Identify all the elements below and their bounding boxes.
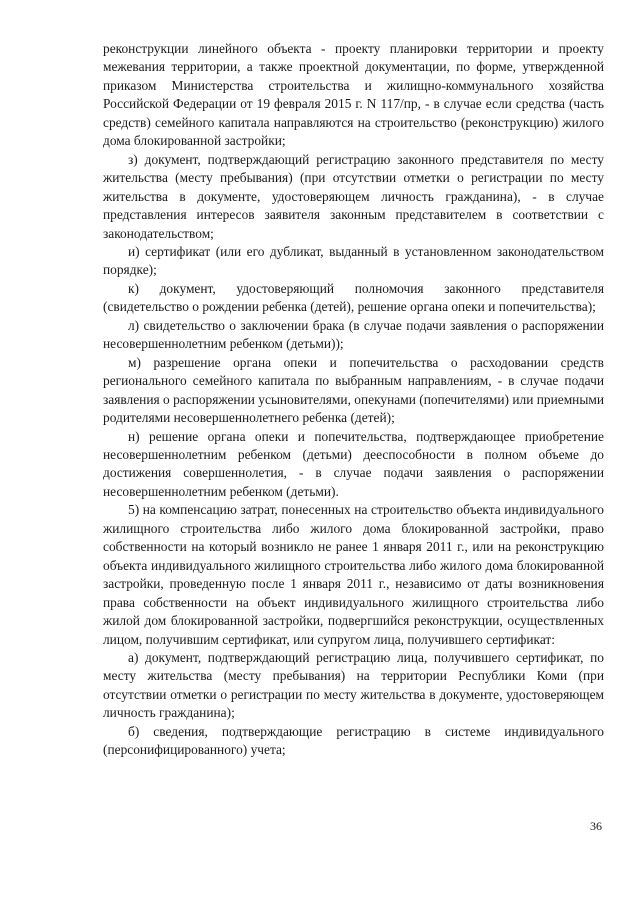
paragraph-item-k: к) документ, удостоверяющий полномочия законного представителя (свидетельство о рождении ребенка (детей), решение органа опеки и попечительства);	[103, 280, 604, 315]
paragraph-item-z: з) документ, подтверждающий регистрацию законного представителя по месту жительства (месту пребывания) (при отсутствии отметки о регистрации по месту жительства в документе, удостоверяющем личность гражданина), - в случае представления интересов заявителя законным представителем в соответствии с законодательством;	[103, 151, 604, 241]
page-number: 36	[590, 819, 602, 833]
paragraph-item-i: и) сертификат (или его дубликат, выданный в установленном законодательством порядке);	[103, 243, 604, 278]
paragraph-continuation: реконструкции линейного объекта - проекту планировки территории и проекту межевания территории, а также проектной документации, по форме, утвержденной приказом Министерства строительства и жилищно-коммунального хозяйства Российской Федерации от 19 февраля 2015 г. N 117/пр, - в случае если средства (часть средств) семейного капитала направляются на строительство (реконструкцию) жилого дома блокированной застройки;	[103, 41, 604, 149]
paragraph-item-m: м) разрешение органа опеки и попечительства о расходовании средств регионального семейного капитала по выбранным направлениям, - в случае подачи заявления о распоряжении усыновителями, опекунами (попечителями) или приемными родителями несовершеннолетнего ребенка (детей);	[103, 354, 604, 426]
paragraph-section-5: 5) на компенсацию затрат, понесенных на строительство объекта индивидуального жилищного строительства либо жилого дома блокированной застройки, право собственности на который возникло не ранее 1 января 2011 г., или на реконструкцию объекта индивидуального жилищного строительства либо жилого дома блокированной застройки, проведенную после 1 января 2011 г., независимо от даты возникновения права собственности на объект индивидуального жилищного строительства либо жилой дом блокированной застройки, подвергшийся реконструкции, осуществленных лицом, получившим сертификат, или супругом лица, получившего сертификат:	[103, 502, 604, 647]
paragraph-item-a: а) документ, подтверждающий регистрацию лица, получившего сертификат, по месту жительства (месту пребывания) на территории Республики Коми (при отсутствии отметки о регистрации по месту жительства в документе, удостоверяющем личность гражданина);	[103, 649, 604, 721]
paragraph-item-n: н) решение органа опеки и попечительства, подтверждающее приобретение несовершеннолетним ребенком (детьми) дееспособности в полном объеме до достижения совершеннолетия, - в случае подачи заявления о распоряжении несовершеннолетним ребенком (детьми).	[103, 428, 604, 499]
document-body	[103, 40, 604, 760]
paragraph-item-b: б) сведения, подтверждающие регистрацию в системе индивидуального (персонифицированного) учета;	[103, 723, 604, 758]
paragraph-item-l: л) свидетельство о заключении брака (в случае подачи заявления о распоряжении несовершеннолетним ребенком (детьми));	[103, 317, 604, 352]
